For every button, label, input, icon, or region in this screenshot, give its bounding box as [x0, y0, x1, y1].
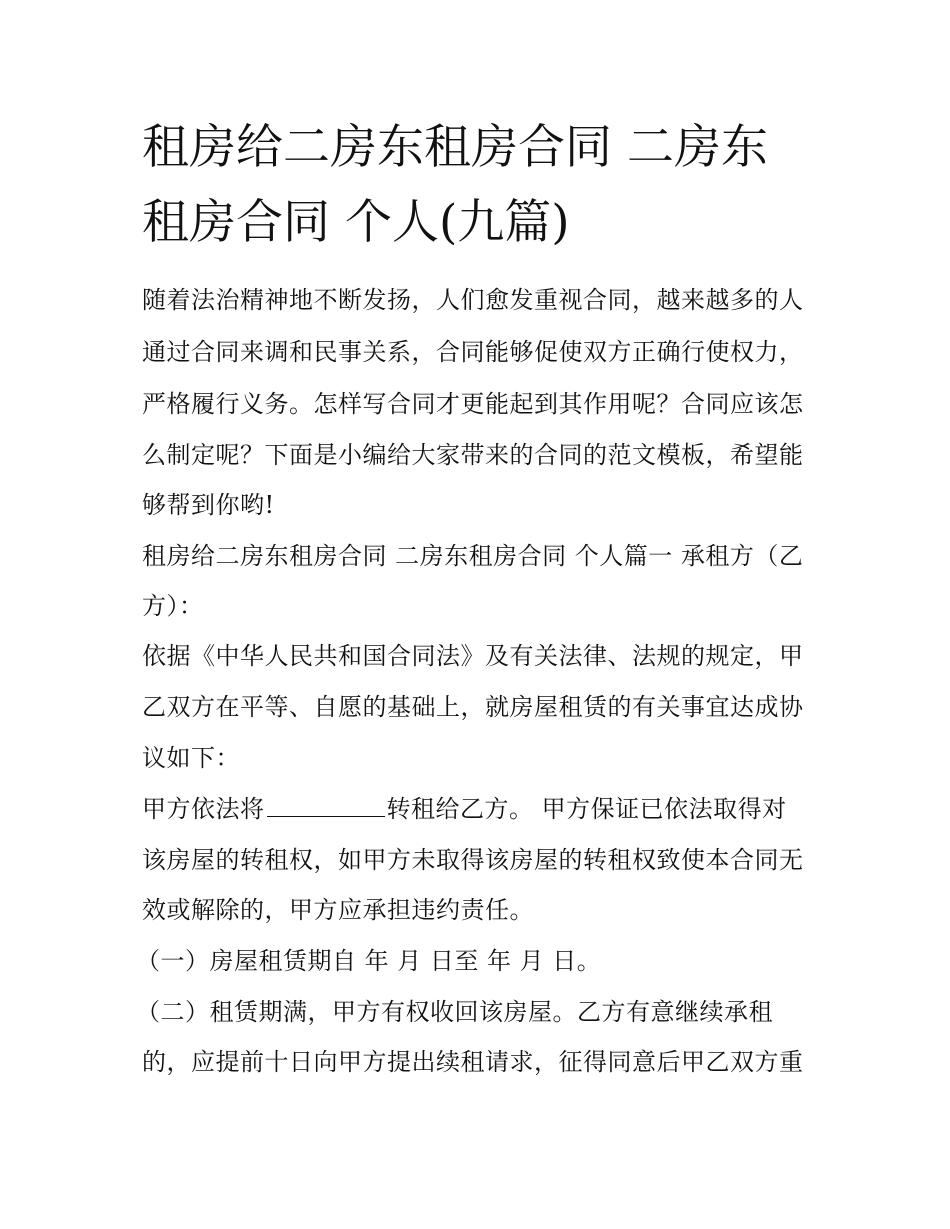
blank-underline [267, 794, 385, 817]
basis-line-2: 乙双方在平等、自愿的基础上，就房屋租赁的有关事宜达成协 [142, 693, 804, 721]
clause-1: （一）房屋租赁期自 年 月 日至 年 月 日。 [136, 947, 602, 975]
sublet-clause-prefix: 甲方依法将 [142, 795, 265, 823]
basis-line-3: 议如下： [142, 744, 240, 772]
intro-line-1: 随着法治精神地不断发扬，人们愈发重视合同，越来越多的人 [142, 286, 804, 314]
intro-line-4: 么制定呢？下面是小编给大家带来的合同的范文模板，希望能 [142, 441, 804, 469]
intro-line-5: 够帮到你哟! [142, 491, 275, 519]
intro-line-2: 通过合同来调和民事关系，合同能够促使双方正确行使权力， [142, 338, 804, 366]
clause-2-line-1: （二）租赁期满，甲方有权收回该房屋。乙方有意继续承租 [136, 998, 773, 1026]
intro-line-3: 严格履行义务。怎样写合同才更能起到其作用呢？合同应该怎 [142, 390, 804, 418]
section-heading-line-2: 方）： [142, 592, 204, 620]
clause-2-line-2: 的，应提前十日向甲方提出续租请求，征得同意后甲乙双方重 [142, 1048, 804, 1076]
document-title-line-1: 租房给二房东租房合同 二房东 [142, 120, 768, 175]
sublet-clause-line-2: 该房屋的转租权，如甲方未取得该房屋的转租权致使本合同无 [142, 846, 804, 874]
document-title-line-2: 租房合同 个人(九篇) [142, 195, 570, 250]
sublet-clause-line-3: 效或解除的，甲方应承担违约责任。 [142, 896, 534, 924]
section-heading-line-1: 租房给二房东租房合同 二房东租房合同 个人篇一 承租方（乙 [142, 542, 804, 570]
sublet-clause-suffix: 转租给乙方。 甲方保证已依法取得对 [386, 795, 787, 823]
sublet-clause-line-1 [142, 791, 842, 827]
basis-line-1: 依据《中华人民共和国合同法》及有关法律、法规的规定，甲 [142, 642, 804, 670]
